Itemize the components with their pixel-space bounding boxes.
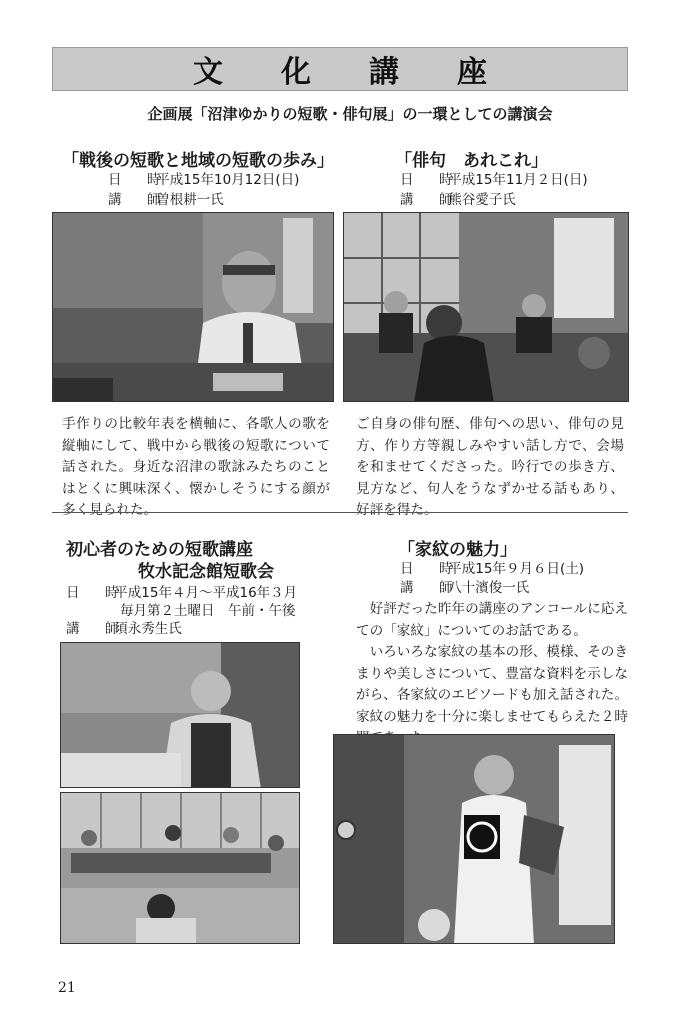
subtitle: 企画展「沼津ゆかりの短歌・俳句展」の一環としての講演会 [147,105,553,123]
lecture3-lecturer-label: 講 師 [66,621,125,637]
lecture4-description-2: いろいろな家紋の基本の形、模様、そのきまりや美しさについて、豊富な資料を示しながら、各家紋のエピソードも加え話された。家紋の魅力を十分に楽しませてもらえた２時 [356,644,628,725]
lecture3-title-line1: 初心者のための短歌講座 [66,540,253,560]
lecture2-lecturer-label: 講 師 [400,192,459,208]
lecture2-title: 「俳句 あれこれ」 [395,151,548,171]
lecture2-description: ご自身の俳句歴、俳句への思い、俳句の見方、作り方等親しみやすい話し方で、会場を和ませてくださった。吟行での歩き方、見方など、句人をうなずかせる話もあり、好評を得た。 [356,416,624,518]
lecture1-title: 「戦後の短歌と地域の短歌の歩み」 [62,151,334,171]
section-divider [52,512,628,513]
lecture1-date-label: 日 時 [108,172,167,188]
lecture3-lecturer [66,619,182,639]
lecture3-title-line2: 牧水記念館短歌会 [138,562,274,582]
lecture4-lecturer-label: 講 師 [400,580,459,596]
lecture1-description: 手作りの比較年表を横軸に、各歌人の歌を縦軸にして、戦中から戦後の短歌について話された。身近な沼津の歌詠みたちのことはとくに興味深く、懐かしそうにする顔が多く見られた。 [62,416,330,518]
lecture2-date-label: 日 時 [400,172,459,188]
lecture2-date [400,170,588,190]
lecture3-date-label: 日 時 [66,585,125,601]
lecture2-photo [343,212,629,402]
lecture1-lecturer [108,190,224,210]
lecture4-description-1: 好評だった昨年の講座のアンコールに応えての「家紋」についてのお話である。 [356,601,628,639]
lecture2-lecturer-value: 熊谷愛子氏 [448,192,516,208]
lecture4-photo [333,734,615,944]
lecture2-lecturer [400,190,516,210]
lecture4-lecturer-value: 八十濱俊一氏 [448,580,530,596]
lecture1-lecturer-label: 講 師 [108,192,167,208]
lecture3-date-line2: 毎月第２土曜日 午前・午後 [120,603,296,619]
lecture3-lecturer-value: 須永秀生氏 [114,621,182,637]
section-title: 文化講座 [193,55,545,90]
lecture4-date-value: 平成15年９月６日(土) [448,561,585,577]
lecture4-date-label: 日 時 [400,561,459,577]
lecture1-lecturer-value: 曽根耕一氏 [156,192,224,208]
lecture1-date-value: 平成15年10月12日(日) [156,172,300,188]
lecture4-title: 「家紋の魅力」 [398,540,517,560]
lecture2-date-value: 平成15年11月２日(日) [448,172,588,188]
lecture3-photo-2 [60,792,300,944]
page-number: 21 [58,980,76,996]
lecture3-photo-1 [60,642,300,788]
section-title-banner [52,47,628,91]
lecture3-date [66,583,297,603]
lecture1-date [108,170,299,190]
lecture4-date [400,559,584,579]
lecture1-photo [52,212,334,402]
lecture4-lecturer [400,578,529,598]
lecture3-date-value: 平成15年４月〜平成16年３月 [114,585,298,601]
